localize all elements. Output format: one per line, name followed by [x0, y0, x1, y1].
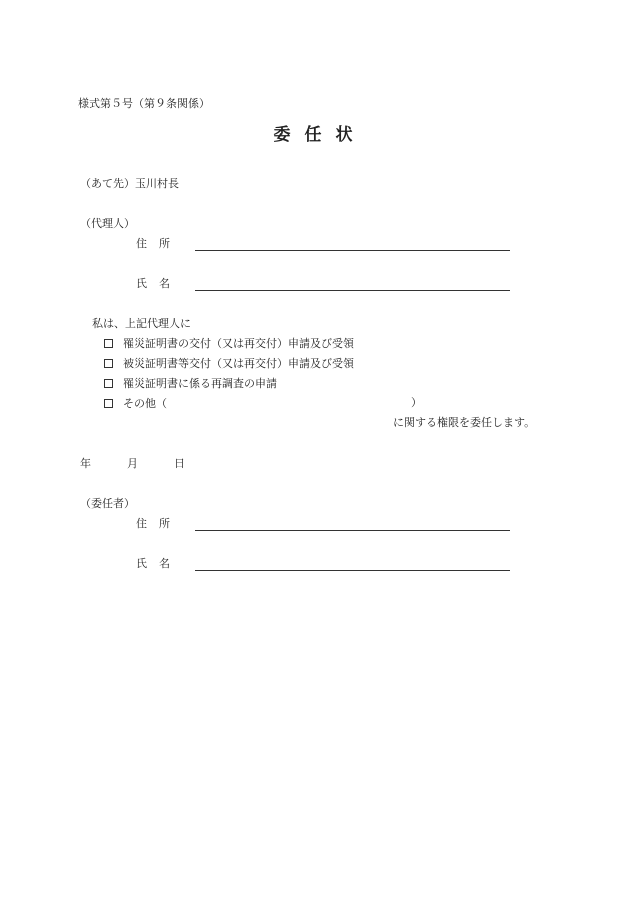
option-label: 被災証明書等交付（又は再交付）申請及び受領	[123, 357, 354, 370]
checkbox-icon[interactable]	[104, 399, 113, 408]
document-title: 委任状	[273, 125, 367, 145]
date-year: 年	[80, 457, 91, 470]
agent-address-label: 住所	[136, 237, 182, 250]
option-reinvestigation-request[interactable]	[104, 377, 277, 391]
agent-name-label: 氏名	[136, 277, 182, 290]
other-close-paren: ）	[411, 396, 422, 409]
principal-name-field[interactable]	[195, 570, 510, 571]
option-label: その他（	[123, 397, 167, 410]
agent-address-field[interactable]	[195, 250, 510, 251]
date-line[interactable]	[80, 457, 185, 471]
option-label: 罹災証明書に係る再調査の申請	[123, 377, 277, 390]
form-number: 様式第５号（第９条関係）	[78, 97, 210, 110]
date-day: 日	[174, 457, 185, 470]
checkbox-icon[interactable]	[104, 339, 113, 348]
principal-address-field[interactable]	[195, 530, 510, 531]
option-other[interactable]	[104, 397, 167, 411]
addressee: （あて先）玉川村長	[80, 177, 179, 190]
option-disaster-certificate-issue[interactable]	[104, 337, 354, 351]
option-damage-certificate-issue[interactable]	[104, 357, 354, 371]
option-label: 罹災証明書の交付（又は再交付）申請及び受領	[123, 337, 354, 350]
agent-name-field[interactable]	[195, 290, 510, 291]
date-month: 月	[127, 457, 138, 470]
checkbox-icon[interactable]	[104, 379, 113, 388]
delegation-statement: 私は、上記代理人に	[92, 317, 191, 330]
principal-name-label: 氏名	[136, 557, 182, 570]
authority-statement: に関する権限を委任します。	[393, 416, 536, 429]
principal-address-label: 住所	[136, 517, 182, 530]
principal-header: （委任者）	[80, 497, 135, 510]
agent-header: （代理人）	[80, 217, 135, 230]
checkbox-icon[interactable]	[104, 359, 113, 368]
